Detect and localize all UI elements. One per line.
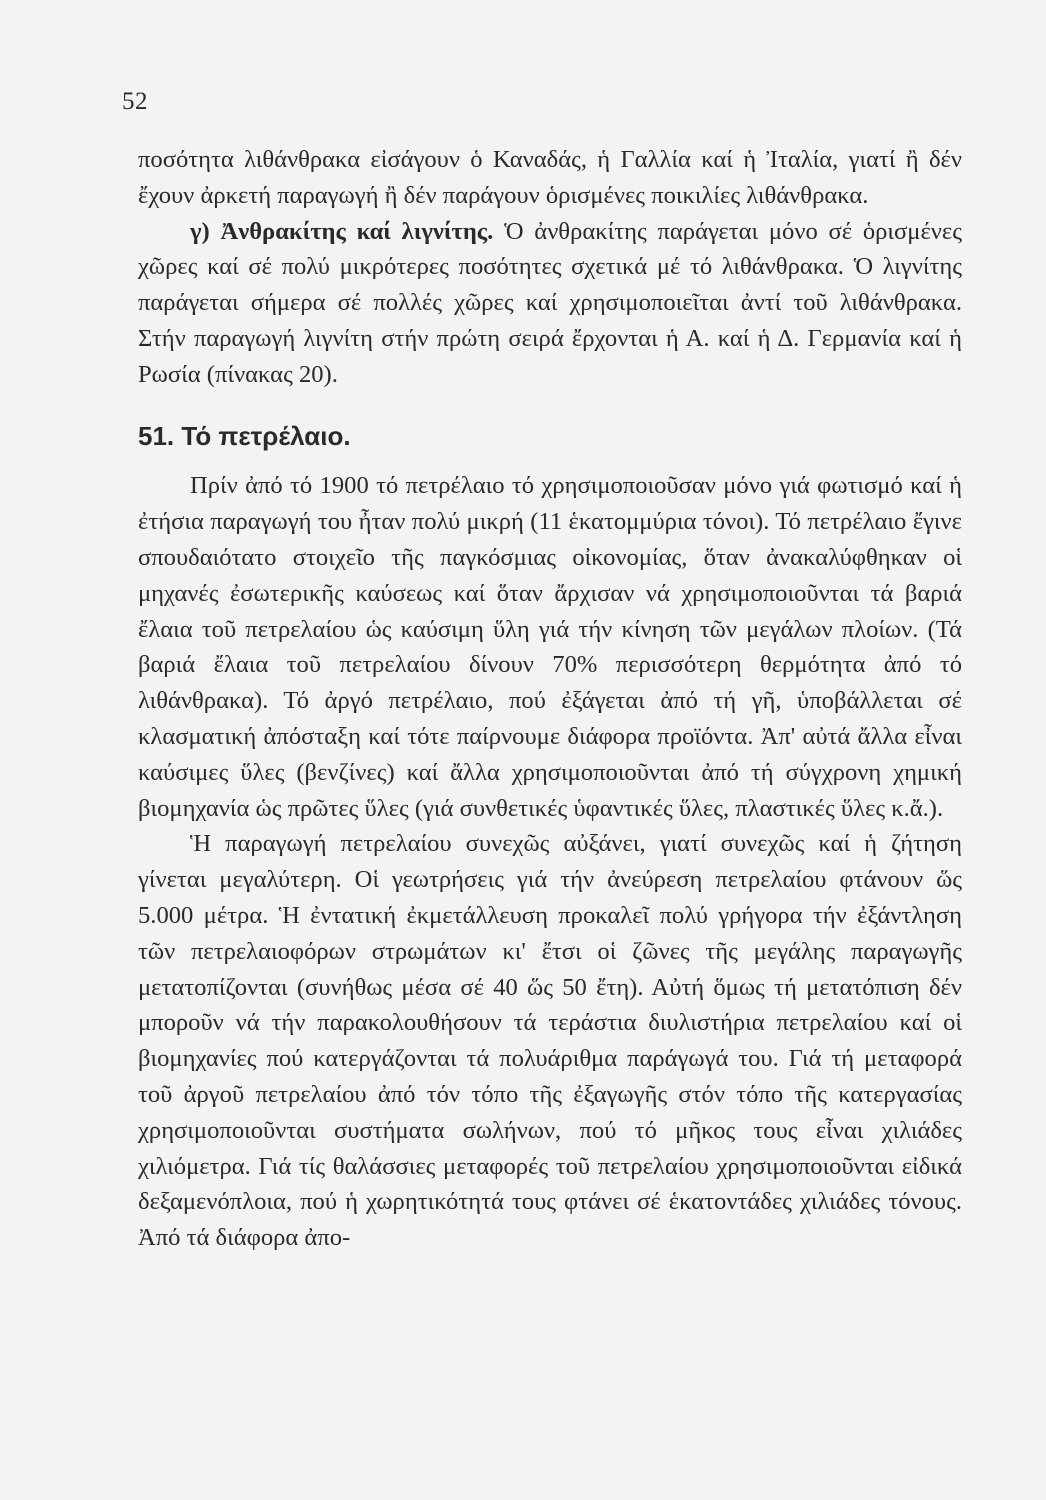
- page-number: 52: [122, 88, 148, 115]
- subsection-text: Ὁ ἀνθρακίτης παράγεται μόνο σέ ὁρισμένες χῶρες καί σέ πολύ μικρότερες ποσότητες σχετικά μέ τό λιθάνθρακα. Ὁ λιγνίτης παράγεται σήμερα σέ πολλές χῶρες καί χρησιμοποιεῖται ἀντί τοῦ λιθάνθρακα. Στήν παραγωγή λιγνίτη στήν πρώτη σειρά ἔρχονται ἡ Α. καί ἡ Δ. Γερμανία καί ἡ Ρωσία (πίνακας 20).: [138, 217, 962, 388]
- paragraph-petroleum-2: Ἡ παραγωγή πετρελαίου συνεχῶς αὐξάνει, γιατί συνεχῶς καί ἡ ζήτηση γίνεται μεγαλύτερη. Οἱ γεωτρήσεις γιά τήν ἀνεύρεση πετρελαίου φτάνουν ὥς 5.000 μέτρα. Ἡ ἐντατική ἐκμετάλλευση προκαλεῖ πολύ γρήγορα τήν ἐξάντληση τῶν πετρελαιοφόρων στρωμάτων κι' ἔτσι οἱ ζῶνες τῆς μεγάλης παραγωγῆς μετατοπίζονται (συνήθως μέσα σέ 40 ὥς 50 ἔτη). Αὐτή ὅμως τή μετατόπιση δέν μποροῦν νά τήν παρακολουθήσουν τά τεράστια διυλιστήρια πετρελαίου καί οἱ βιομηχανίες πού κατεργάζονται τά πολυάριθμα παράγωγά του. Γιά τή μεταφορά τοῦ ἀργοῦ πετρελαίου ἀπό τόν τόπο τῆς ἐξαγωγῆς στόν τόπο τῆς κατεργασίας χρησιμοποιοῦνται συστήματα σωλήνων, πού τό μῆκος τους εἶναι χιλιάδες χιλιόμετρα. Γιά τίς θαλάσσιες μεταφορές τοῦ πετρελαίου χρησιμοποιοῦνται εἰδικά δεξαμενόπλοια, πού ἡ χωρητικότητά τους φτάνει σέ ἑκατοντάδες χιλιάδες τόνους. Ἀπό τά διάφορα ἀπο-: [138, 830, 962, 1252]
- section-heading: 51. Τό πετρέλαιο.: [138, 420, 351, 451]
- paragraph-petroleum-1: Πρίν ἀπό τό 1900 τό πετρέλαιο τό χρησιμοποιοῦσαν μόνο γιά φωτισμό καί ἡ ἐτήσια παραγωγή του ἦταν πολύ μικρή (11 ἑκατομμύρια τόνοι). Τό πετρέλαιο ἔγινε σπουδαιότατο στοιχεῖο τῆς παγκόσμιας οἰκονομίας, ὅταν ἀνακαλύφθηκαν οἱ μηχανές ἐσωτερικῆς καύσεως καί ὅταν ἄρχισαν νά χρησιμοποιοῦνται τά βαριά ἔλαια τοῦ πετρελαίου ὡς καύσιμη ὕλη γιά τήν κίνηση τῶν μεγάλων πλοίων. (Τά βαριά ἔλαια τοῦ πετρελαίου δίνουν 70% περισσότερη θερμότητα ἀπό τό λιθάνθρακα). Τό ἀργό πετρέλαιο, πού ἐξάγεται ἀπό τή γῆ, ὑποβάλλεται σέ κλασματική ἀπόσταξη καί τότε παίρνουμε διάφορα προϊόντα. Ἀπ' αὐτά ἄλλα εἶναι καύσιμες ὕλες (βενζίνες) καί ἄλλα χρησιμοποιοῦνται ἀπό τή σύγχρονη χημική βιομηχανία ὡς πρῶτες ὕλες (γιά συνθετικές ὑφαντικές ὕλες, πλαστικές ὕλες κ.ἄ.).: [138, 472, 962, 822]
- paragraph-anthracite-lignite: [138, 214, 962, 393]
- paragraph-continuation: ποσότητα λιθάνθρακα εἰσάγουν ὁ Καναδάς, ἡ Γαλλία καί ἡ Ἰταλία, γιατί ἢ δέν ἔχουν ἀρκετή παραγωγή ἢ δέν παράγουν ὁρισμένες ποικιλίες λιθάνθρακα.: [138, 146, 962, 209]
- subsection-label: γ) Ἀνθρακίτης καί λιγνίτης.: [190, 217, 494, 245]
- page-content: [138, 142, 962, 1256]
